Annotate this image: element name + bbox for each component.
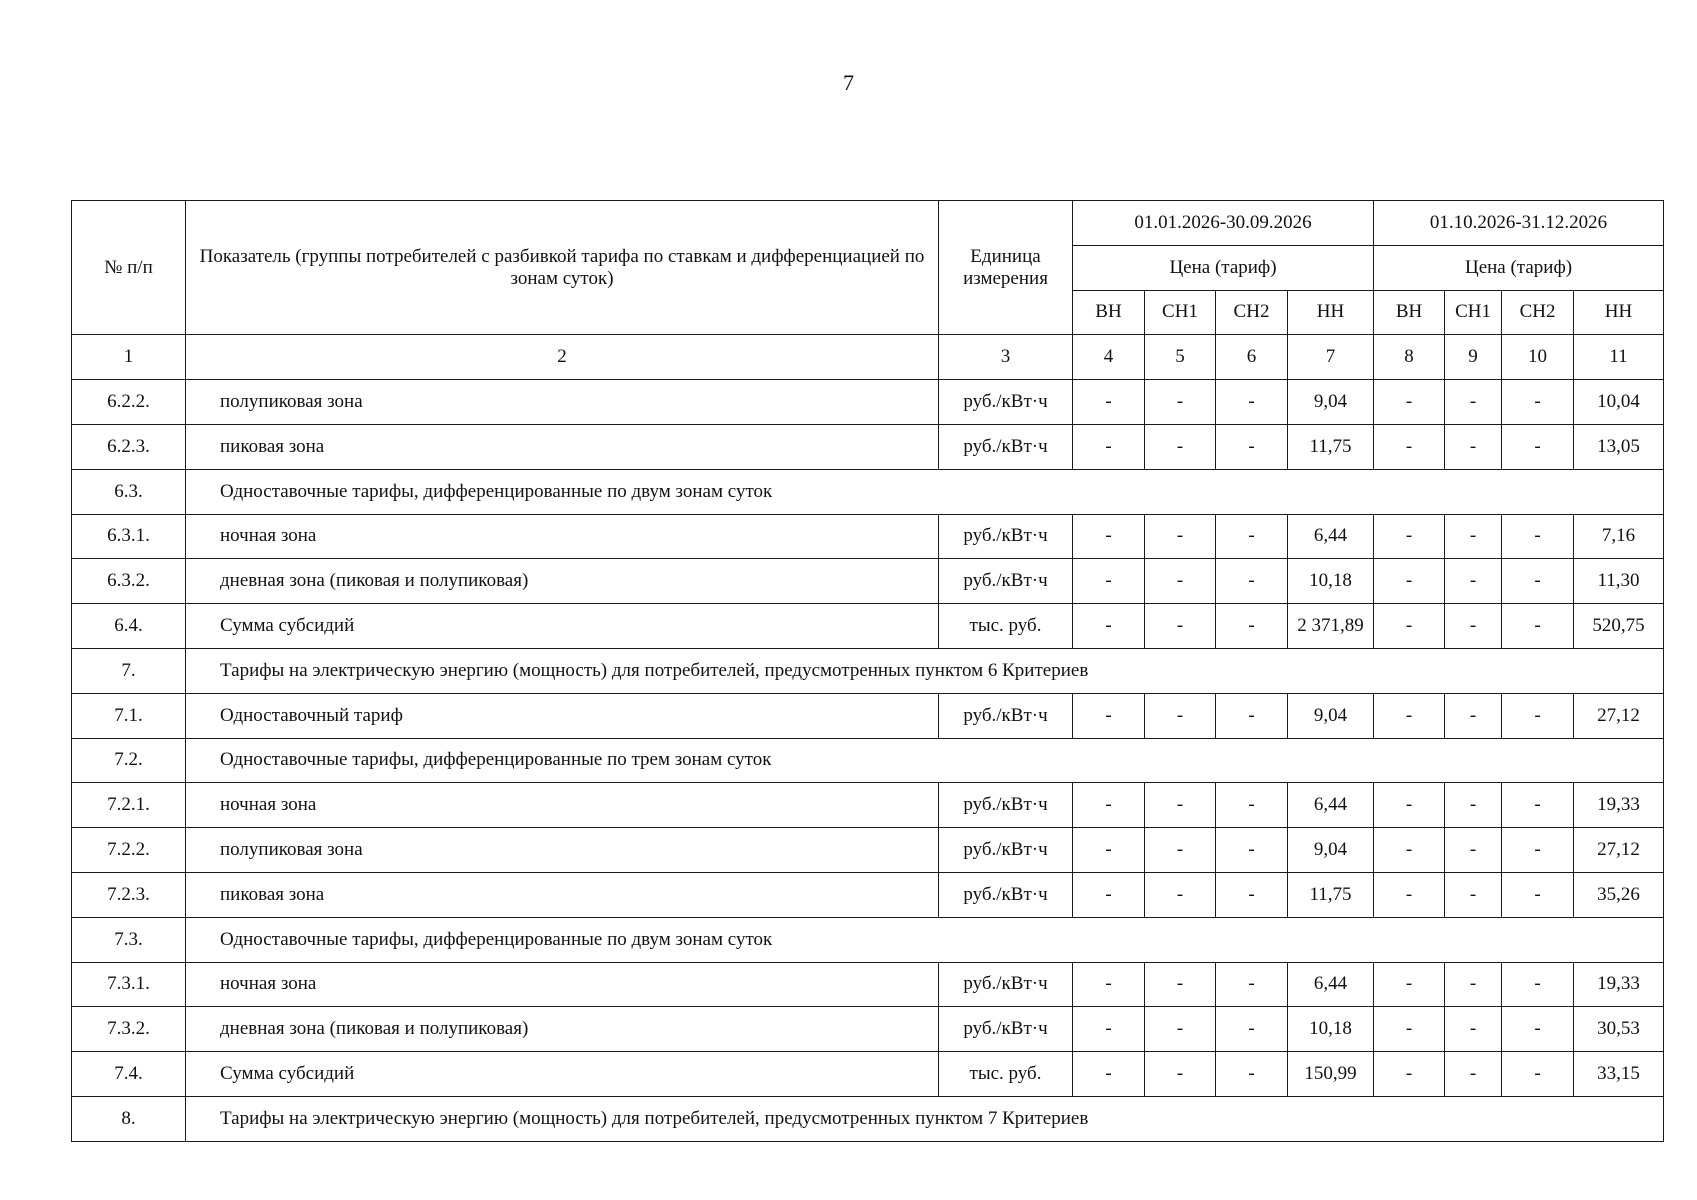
row-indicator: пиковая зона (186, 872, 939, 917)
row-number: 7.2. (72, 738, 186, 783)
tariff-value: - (1216, 380, 1288, 425)
tariff-value: - (1073, 1007, 1145, 1052)
tariff-value: - (1445, 380, 1502, 425)
tariff-value: - (1445, 783, 1502, 828)
tariff-value: - (1145, 1052, 1216, 1097)
tariff-value: - (1445, 1007, 1502, 1052)
tariff-value: - (1374, 380, 1445, 425)
row-number: 6.3.2. (72, 559, 186, 604)
row-number: 7.3. (72, 917, 186, 962)
header-indicator: Показатель (группы потребителей с разбивкой тарифа по ставкам и дифференциацией по зонам суток) (186, 201, 939, 335)
tariff-value: - (1145, 872, 1216, 917)
tariff-value: 520,75 (1574, 604, 1664, 649)
header-column-number: 11 (1574, 335, 1664, 380)
tariff-value: - (1073, 1052, 1145, 1097)
row-number: 6.2.2. (72, 380, 186, 425)
row-number: 7.1. (72, 693, 186, 738)
tariff-value: 33,15 (1574, 1052, 1664, 1097)
row-indicator: ночная зона (186, 783, 939, 828)
tariff-value: - (1216, 604, 1288, 649)
header-column-number: 5 (1145, 335, 1216, 380)
tariff-value: - (1145, 1007, 1216, 1052)
header-level: СН1 (1445, 290, 1502, 335)
tariff-value: 35,26 (1574, 872, 1664, 917)
tariff-value: - (1145, 962, 1216, 1007)
table-row (72, 380, 1664, 425)
table-row (72, 962, 1664, 1007)
tariff-value: 2 371,89 (1288, 604, 1374, 649)
row-unit: руб./кВт·ч (939, 380, 1073, 425)
row-indicator: Сумма субсидий (186, 1052, 939, 1097)
section-row (72, 648, 1664, 693)
tariff-value: - (1445, 604, 1502, 649)
tariff-value: - (1502, 424, 1574, 469)
tariff-value: 11,75 (1288, 424, 1374, 469)
header-level: ВН (1374, 290, 1445, 335)
tariff-value: 10,18 (1288, 1007, 1374, 1052)
tariff-value: - (1073, 559, 1145, 604)
header-column-number: 8 (1374, 335, 1445, 380)
tariff-value: - (1445, 559, 1502, 604)
tariff-value: - (1216, 559, 1288, 604)
tariff-value: - (1216, 962, 1288, 1007)
tariff-value: - (1374, 828, 1445, 873)
tariff-value: 9,04 (1288, 380, 1374, 425)
header-level: СН2 (1502, 290, 1574, 335)
tariff-value: - (1502, 783, 1574, 828)
tariff-value: - (1073, 693, 1145, 738)
tariff-value: - (1502, 828, 1574, 873)
tariff-table (71, 200, 1664, 1142)
tariff-value: 7,16 (1574, 514, 1664, 559)
tariff-value: - (1145, 514, 1216, 559)
tariff-value: - (1374, 693, 1445, 738)
section-row (72, 738, 1664, 783)
row-indicator: дневная зона (пиковая и полупиковая) (186, 559, 939, 604)
tariff-value: - (1445, 872, 1502, 917)
row-unit: руб./кВт·ч (939, 828, 1073, 873)
tariff-value: - (1374, 783, 1445, 828)
header-column-number: 10 (1502, 335, 1574, 380)
tariff-value: - (1073, 380, 1145, 425)
tariff-value: - (1374, 559, 1445, 604)
header-price-2: Цена (тариф) (1374, 245, 1664, 290)
row-number: 7.2.3. (72, 872, 186, 917)
tariff-value: 10,04 (1574, 380, 1664, 425)
tariff-value: - (1374, 424, 1445, 469)
header-column-number: 9 (1445, 335, 1502, 380)
row-number: 6.4. (72, 604, 186, 649)
row-indicator: полупиковая зона (186, 380, 939, 425)
header-level: СН2 (1216, 290, 1288, 335)
row-indicator: Сумма субсидий (186, 604, 939, 649)
tariff-value: 9,04 (1288, 693, 1374, 738)
tariff-value: 11,75 (1288, 872, 1374, 917)
tariff-value: - (1502, 380, 1574, 425)
section-title: Одноставочные тарифы, дифференцированные по двум зонам суток (186, 917, 1664, 962)
tariff-value: 10,18 (1288, 559, 1374, 604)
row-number: 7.3.1. (72, 962, 186, 1007)
row-indicator: ночная зона (186, 962, 939, 1007)
tariff-value: - (1145, 693, 1216, 738)
tariff-value: - (1145, 604, 1216, 649)
page-number: 7 (843, 70, 854, 95)
tariff-value: - (1216, 1052, 1288, 1097)
tariff-value: 6,44 (1288, 962, 1374, 1007)
tariff-value: - (1073, 962, 1145, 1007)
section-title: Тарифы на электрическую энергию (мощность) для потребителей, предусмотренных пунктом 6 Критериев (186, 648, 1664, 693)
tariff-value: - (1073, 424, 1145, 469)
section-title: Одноставочные тарифы, дифференцированные по двум зонам суток (186, 469, 1664, 514)
tariff-value: 27,12 (1574, 828, 1664, 873)
tariff-value: - (1445, 514, 1502, 559)
tariff-value: 11,30 (1574, 559, 1664, 604)
header-column-number: 1 (72, 335, 186, 380)
tariff-value: - (1073, 783, 1145, 828)
row-indicator: пиковая зона (186, 424, 939, 469)
tariff-value: - (1216, 1007, 1288, 1052)
row-number: 6.3. (72, 469, 186, 514)
tariff-value: - (1445, 828, 1502, 873)
tariff-value: - (1216, 872, 1288, 917)
table-row (72, 828, 1664, 873)
row-unit: руб./кВт·ч (939, 514, 1073, 559)
table-row (72, 872, 1664, 917)
row-number: 8. (72, 1096, 186, 1141)
tariff-value: - (1502, 962, 1574, 1007)
row-number: 6.2.3. (72, 424, 186, 469)
row-indicator: дневная зона (пиковая и полупиковая) (186, 1007, 939, 1052)
tariff-value: 30,53 (1574, 1007, 1664, 1052)
tariff-value: - (1216, 424, 1288, 469)
tariff-value: - (1374, 604, 1445, 649)
tariff-value: - (1502, 1052, 1574, 1097)
header-level: НН (1288, 290, 1374, 335)
tariff-value: 9,04 (1288, 828, 1374, 873)
tariff-value: - (1374, 962, 1445, 1007)
section-row (72, 1096, 1664, 1141)
table-row (72, 424, 1664, 469)
tariff-value: - (1145, 783, 1216, 828)
header-column-number: 4 (1073, 335, 1145, 380)
tariff-value: - (1145, 559, 1216, 604)
tariff-value: - (1502, 872, 1574, 917)
row-unit: руб./кВт·ч (939, 1007, 1073, 1052)
header-level: ВН (1073, 290, 1145, 335)
tariff-value: - (1145, 380, 1216, 425)
tariff-value: - (1216, 828, 1288, 873)
tariff-value: 6,44 (1288, 514, 1374, 559)
table-body (72, 380, 1664, 1142)
row-unit: руб./кВт·ч (939, 693, 1073, 738)
tariff-value: - (1502, 514, 1574, 559)
row-number: 7.2.1. (72, 783, 186, 828)
tariff-value: - (1502, 559, 1574, 604)
tariff-value: 19,33 (1574, 783, 1664, 828)
row-indicator: Одноставочный тариф (186, 693, 939, 738)
header-level: СН1 (1145, 290, 1216, 335)
section-row (72, 469, 1664, 514)
header-column-number: 6 (1216, 335, 1288, 380)
tariff-value: - (1374, 1007, 1445, 1052)
table-header (72, 201, 1664, 380)
table-row (72, 1007, 1664, 1052)
row-number: 6.3.1. (72, 514, 186, 559)
tariff-value: - (1073, 828, 1145, 873)
row-unit: руб./кВт·ч (939, 424, 1073, 469)
header-period-2: 01.10.2026-31.12.2026 (1374, 201, 1664, 246)
table-row (72, 783, 1664, 828)
table-row (72, 604, 1664, 649)
tariff-value: 150,99 (1288, 1052, 1374, 1097)
tariff-value: - (1374, 1052, 1445, 1097)
tariff-value: - (1073, 604, 1145, 649)
row-number: 7.4. (72, 1052, 186, 1097)
tariff-value: - (1445, 962, 1502, 1007)
header-column-number: 2 (186, 335, 939, 380)
table-row (72, 1052, 1664, 1097)
header-column-numbers (72, 335, 1664, 380)
tariff-value: - (1145, 828, 1216, 873)
row-indicator: полупиковая зона (186, 828, 939, 873)
row-number: 7. (72, 648, 186, 693)
header-column-number: 3 (939, 335, 1073, 380)
tariff-value: - (1216, 514, 1288, 559)
header-column-number: 7 (1288, 335, 1374, 380)
tariff-value: - (1502, 693, 1574, 738)
header-num: № п/п (72, 201, 186, 335)
table-row (72, 559, 1664, 604)
tariff-value: - (1445, 693, 1502, 738)
row-unit: тыс. руб. (939, 604, 1073, 649)
tariff-value: - (1145, 424, 1216, 469)
tariff-value: - (1216, 693, 1288, 738)
tariff-value: - (1216, 783, 1288, 828)
row-indicator: ночная зона (186, 514, 939, 559)
header-unit: Единица измерения (939, 201, 1073, 335)
tariff-value: 19,33 (1574, 962, 1664, 1007)
tariff-value: - (1073, 514, 1145, 559)
table-row (72, 514, 1664, 559)
header-period-1: 01.01.2026-30.09.2026 (1073, 201, 1374, 246)
tariff-value: - (1073, 872, 1145, 917)
row-unit: руб./кВт·ч (939, 872, 1073, 917)
tariff-value: - (1374, 514, 1445, 559)
row-number: 7.3.2. (72, 1007, 186, 1052)
tariff-value: - (1374, 872, 1445, 917)
section-title: Одноставочные тарифы, дифференцированные по трем зонам суток (186, 738, 1664, 783)
tariff-value: 13,05 (1574, 424, 1664, 469)
tariff-value: - (1445, 424, 1502, 469)
row-number: 7.2.2. (72, 828, 186, 873)
section-title: Тарифы на электрическую энергию (мощность) для потребителей, предусмотренных пунктом 7 Критериев (186, 1096, 1664, 1141)
header-price-1: Цена (тариф) (1073, 245, 1374, 290)
row-unit: руб./кВт·ч (939, 559, 1073, 604)
tariff-value: - (1502, 604, 1574, 649)
header-level: НН (1574, 290, 1664, 335)
table-row (72, 693, 1664, 738)
row-unit: тыс. руб. (939, 1052, 1073, 1097)
row-unit: руб./кВт·ч (939, 783, 1073, 828)
tariff-value: - (1445, 1052, 1502, 1097)
row-unit: руб./кВт·ч (939, 962, 1073, 1007)
tariff-value: 6,44 (1288, 783, 1374, 828)
tariff-value: - (1502, 1007, 1574, 1052)
tariff-value: 27,12 (1574, 693, 1664, 738)
section-row (72, 917, 1664, 962)
